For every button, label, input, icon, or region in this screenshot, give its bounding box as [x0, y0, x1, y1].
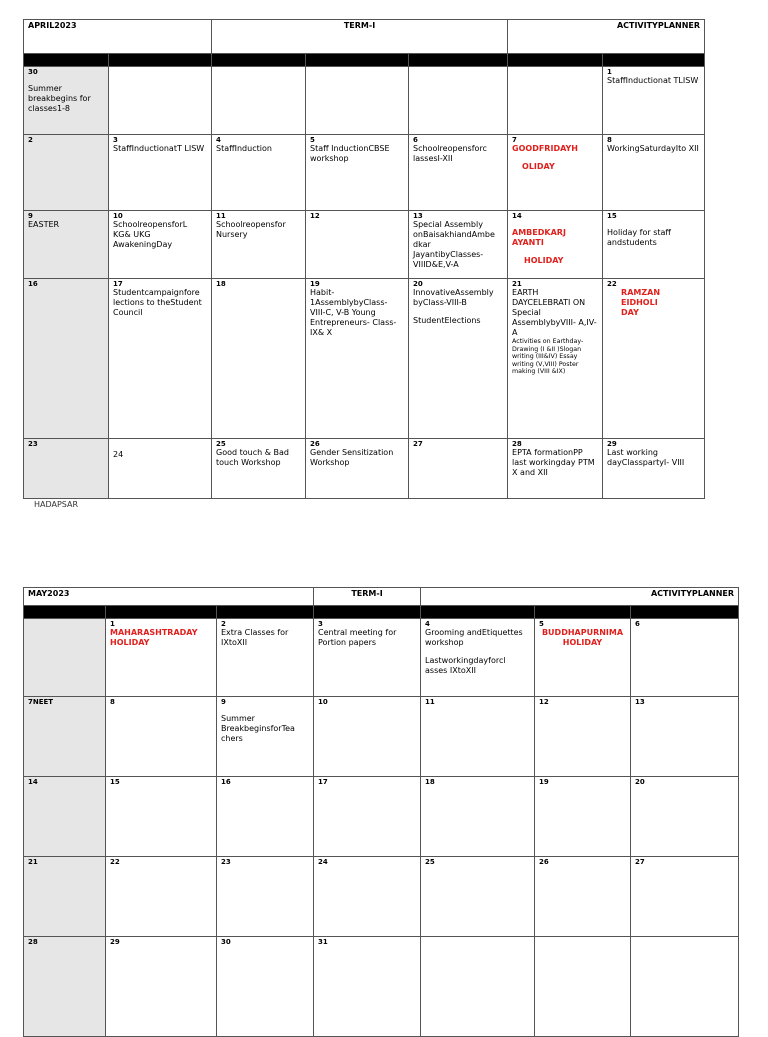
day-number: 3: [113, 136, 118, 144]
day-number: 18: [425, 778, 435, 786]
day-number: 19: [539, 778, 549, 786]
bar-cell: [306, 54, 409, 67]
day-event: InnovativeAssembly byClass-VIII-B: [413, 288, 497, 307]
day-number: 1: [607, 68, 612, 76]
day-cell: [631, 619, 739, 697]
day-event: Activities on Earthday- Drawing (I &II )Slogan writing (III&IV) Essay writing (V,VIII) Poster making (VIII &IX): [512, 338, 586, 376]
day-event: Special Assembly onBaisakhiandAmbe dkar JayantibyClasses- VIIID&E,V-A: [413, 220, 498, 269]
day-cell: [217, 857, 314, 937]
day-number: 20: [635, 778, 645, 786]
day-cell: [24, 135, 109, 211]
day-number: 15: [110, 778, 120, 786]
day-cell: [306, 67, 409, 135]
april-term: TERM-I: [212, 20, 508, 54]
day-cell: [306, 135, 409, 211]
day-cell: [109, 211, 212, 279]
day-cell: [314, 697, 421, 777]
bar-cell: [508, 54, 603, 67]
day-cell: [535, 937, 631, 1037]
day-cell: [106, 857, 217, 937]
day-cell: [535, 857, 631, 937]
day-cell: [631, 857, 739, 937]
day-event: EPTA formationPP last workingday PTM X and XII: [512, 448, 598, 477]
day-event: Habit- 1AssemblybyClass- VIII-C, V-B Young Entrepreneurs- Class- IX& X: [310, 288, 399, 337]
day-cell: [603, 67, 705, 135]
day-number: 18: [216, 280, 226, 288]
day-event: Summer breakbegins for classes1-8: [28, 84, 94, 113]
day-cell: [217, 777, 314, 857]
footer-location: HADAPSAR: [34, 500, 79, 509]
holiday-label: HOLIDAY: [524, 256, 564, 265]
day-number: 8: [110, 698, 115, 706]
day-number: 31: [318, 938, 328, 946]
day-number: 2: [221, 620, 226, 628]
day-number: 23: [221, 858, 231, 866]
day-event: Summer BreakbeginsforTea chers: [221, 714, 298, 743]
day-event: Grooming andEtiquettes workshop: [425, 628, 526, 647]
day-cell: [24, 279, 109, 439]
day-cell: [24, 697, 106, 777]
day-cell: [421, 937, 535, 1037]
may-week-row: [24, 697, 739, 777]
day-cell: [306, 439, 409, 499]
april-calendar-table: [23, 19, 705, 499]
bar-cell: [421, 606, 535, 619]
bar-cell: [631, 606, 739, 619]
day-event: Gender Sensitization Workshop: [310, 448, 396, 467]
day-number: 19: [310, 280, 320, 288]
day-number: 21: [28, 858, 38, 866]
april-title: APRIL2023: [24, 20, 212, 54]
day-cell: [631, 697, 739, 777]
day-cell: [535, 777, 631, 857]
day-cell: [508, 211, 603, 279]
holiday-label: BUDDHAPURNIMA HOLIDAY: [541, 628, 626, 647]
may-week-row: [24, 857, 739, 937]
day-number: 29: [607, 440, 617, 448]
day-cell: [106, 697, 217, 777]
day-cell: [508, 67, 603, 135]
day-cell: [421, 857, 535, 937]
day-number: 24: [113, 450, 124, 459]
day-number: 5: [539, 620, 544, 628]
bar-cell: [212, 54, 306, 67]
day-cell: [212, 135, 306, 211]
day-event: Staff InductionCBSE workshop: [310, 144, 393, 163]
day-event: Extra Classes for IXtoXII: [221, 628, 291, 647]
day-number: 16: [28, 280, 38, 288]
may-week-row: [24, 937, 739, 1037]
may-header-row: [24, 588, 739, 606]
day-event: Good touch & Bad touch Workshop: [216, 448, 292, 467]
may-week-row: [24, 619, 739, 697]
day-number: 24: [318, 858, 328, 866]
bar-cell: [24, 54, 109, 67]
day-cell: [631, 777, 739, 857]
day-event: EARTH DAYCELEBRATI ON Special AssemblybyVIII- A,IV-A: [512, 288, 597, 337]
day-cell: [421, 777, 535, 857]
day-event: Holiday for staff andstudents: [607, 228, 674, 247]
day-number: 17: [113, 280, 123, 288]
day-number: 28: [28, 938, 38, 946]
april-week-row: [24, 135, 705, 211]
day-cell: [409, 135, 508, 211]
day-number: 6: [635, 620, 640, 628]
day-number: 8: [607, 136, 612, 144]
april-week-row: [24, 67, 705, 135]
day-number: 5: [310, 136, 315, 144]
day-number: 10: [113, 212, 123, 220]
day-cell: [24, 67, 109, 135]
day-cell: [212, 439, 306, 499]
april-week-row: [24, 279, 705, 439]
day-event: StaffInductionat TLISW: [607, 76, 699, 85]
day-cell: [409, 439, 508, 499]
day-number: 7: [512, 136, 517, 144]
may-term: TERM-I: [314, 588, 421, 606]
april-week-row: [24, 439, 705, 499]
day-number: 27: [635, 858, 645, 866]
day-number: 27: [413, 440, 423, 448]
day-cell: [314, 619, 421, 697]
day-number: 20: [413, 280, 423, 288]
day-number: 4: [425, 620, 430, 628]
april-week-row: [24, 211, 705, 279]
april-planner-label: ACTIVITYPLANNER: [508, 20, 705, 54]
day-number: 30: [221, 938, 231, 946]
day-cell: [535, 697, 631, 777]
day-event: EASTER: [28, 220, 60, 229]
day-number: 12: [539, 698, 549, 706]
bar-cell: [106, 606, 217, 619]
day-number: 25: [216, 440, 226, 448]
day-cell: [24, 211, 109, 279]
day-number: 14: [512, 212, 522, 220]
day-number: 10: [318, 698, 328, 706]
day-cell: [508, 279, 603, 439]
day-cell: [24, 857, 106, 937]
may-title: MAY2023: [24, 588, 314, 606]
day-number: 26: [539, 858, 549, 866]
day-cell: [314, 777, 421, 857]
day-number: 21: [512, 280, 522, 288]
holiday-label: GOODFRIDAYH: [512, 144, 578, 153]
day-cell: [314, 937, 421, 1037]
may-planner-label: ACTIVITYPLANNER: [421, 588, 739, 606]
day-cell: [508, 135, 603, 211]
day-event: StaffInduction: [216, 144, 272, 153]
day-cell: [306, 279, 409, 439]
day-number: 16: [221, 778, 231, 786]
day-number: 7NEET: [28, 698, 54, 706]
may-week-row: [24, 777, 739, 857]
may-calendar-table: [23, 587, 739, 1037]
day-cell: [212, 67, 306, 135]
day-number: 9: [221, 698, 226, 706]
day-event: StaffInductionatT LISW: [113, 144, 205, 153]
day-cell: [603, 211, 705, 279]
day-number: 22: [110, 858, 120, 866]
day-cell: [212, 279, 306, 439]
april-weekday-bar: [24, 54, 705, 67]
day-number: 29: [110, 938, 120, 946]
bar-cell: [24, 606, 106, 619]
may-weekday-bar: [24, 606, 739, 619]
day-number: 12: [310, 212, 320, 220]
day-cell: [409, 279, 508, 439]
bar-cell: [409, 54, 508, 67]
day-cell: [217, 619, 314, 697]
day-event: Last working dayClasspartyI- VIII: [607, 448, 685, 467]
day-number: 4: [216, 136, 221, 144]
bar-cell: [109, 54, 212, 67]
day-cell: [421, 619, 535, 697]
day-cell: [24, 439, 109, 499]
day-cell: [603, 279, 705, 439]
day-cell: [421, 697, 535, 777]
day-cell: [508, 439, 603, 499]
day-cell: [106, 937, 217, 1037]
day-number: 11: [425, 698, 435, 706]
day-number: 2: [28, 136, 33, 144]
day-cell: [109, 135, 212, 211]
day-number: 14: [28, 778, 38, 786]
day-cell: [24, 777, 106, 857]
day-event: StudentElections: [413, 316, 481, 325]
day-cell: [24, 619, 106, 697]
day-cell: [24, 937, 106, 1037]
day-cell: [109, 279, 212, 439]
day-cell: [409, 211, 508, 279]
day-event: Studentcampaignfore lections to theStudent Council: [113, 288, 205, 317]
day-event: Schoolreopensforc lassesI-XII: [413, 144, 490, 163]
day-number: 25: [425, 858, 435, 866]
day-cell: [212, 211, 306, 279]
day-number: 28: [512, 440, 522, 448]
day-number: 15: [607, 212, 617, 220]
day-number: 26: [310, 440, 320, 448]
day-event: Schoolreopensfor Nursery: [216, 220, 289, 239]
day-number: 17: [318, 778, 328, 786]
day-cell: [409, 67, 508, 135]
day-number: 6: [413, 136, 418, 144]
bar-cell: [217, 606, 314, 619]
holiday-label: RAMZAN EIDHOLI DAY: [621, 288, 663, 317]
day-cell: [306, 211, 409, 279]
day-cell: [603, 135, 705, 211]
day-number: 9: [28, 212, 33, 220]
day-cell: [109, 439, 212, 499]
day-event: Lastworkingdayforcl asses IXtoXII: [425, 656, 509, 675]
day-number: 3: [318, 620, 323, 628]
day-number: 30: [28, 68, 38, 76]
day-cell: [314, 857, 421, 937]
day-event: SchoolreopensforL KG& UKG AwakeningDay: [113, 220, 190, 249]
day-cell: [109, 67, 212, 135]
day-number: 1: [110, 620, 115, 628]
bar-cell: [603, 54, 705, 67]
april-header-row: [24, 20, 705, 54]
bar-cell: [314, 606, 421, 619]
day-cell: [106, 777, 217, 857]
day-cell: [217, 937, 314, 1037]
holiday-label: OLIDAY: [522, 162, 555, 171]
day-cell: [217, 697, 314, 777]
day-event: WorkingSaturdayIto XII: [607, 144, 699, 153]
day-number: 13: [635, 698, 645, 706]
bar-cell: [535, 606, 631, 619]
day-cell: [106, 619, 217, 697]
day-number: 13: [413, 212, 423, 220]
day-event: Central meeting for Portion papers: [318, 628, 399, 647]
day-cell: [631, 937, 739, 1037]
day-number: 22: [607, 280, 617, 288]
holiday-label: AMBEDKARJ AYANTI: [512, 228, 569, 247]
day-cell: [603, 439, 705, 499]
day-cell: [535, 619, 631, 697]
holiday-label: MAHARASHTRADAY HOLIDAY: [110, 628, 201, 647]
day-number: 11: [216, 212, 226, 220]
day-number: 23: [28, 440, 38, 448]
